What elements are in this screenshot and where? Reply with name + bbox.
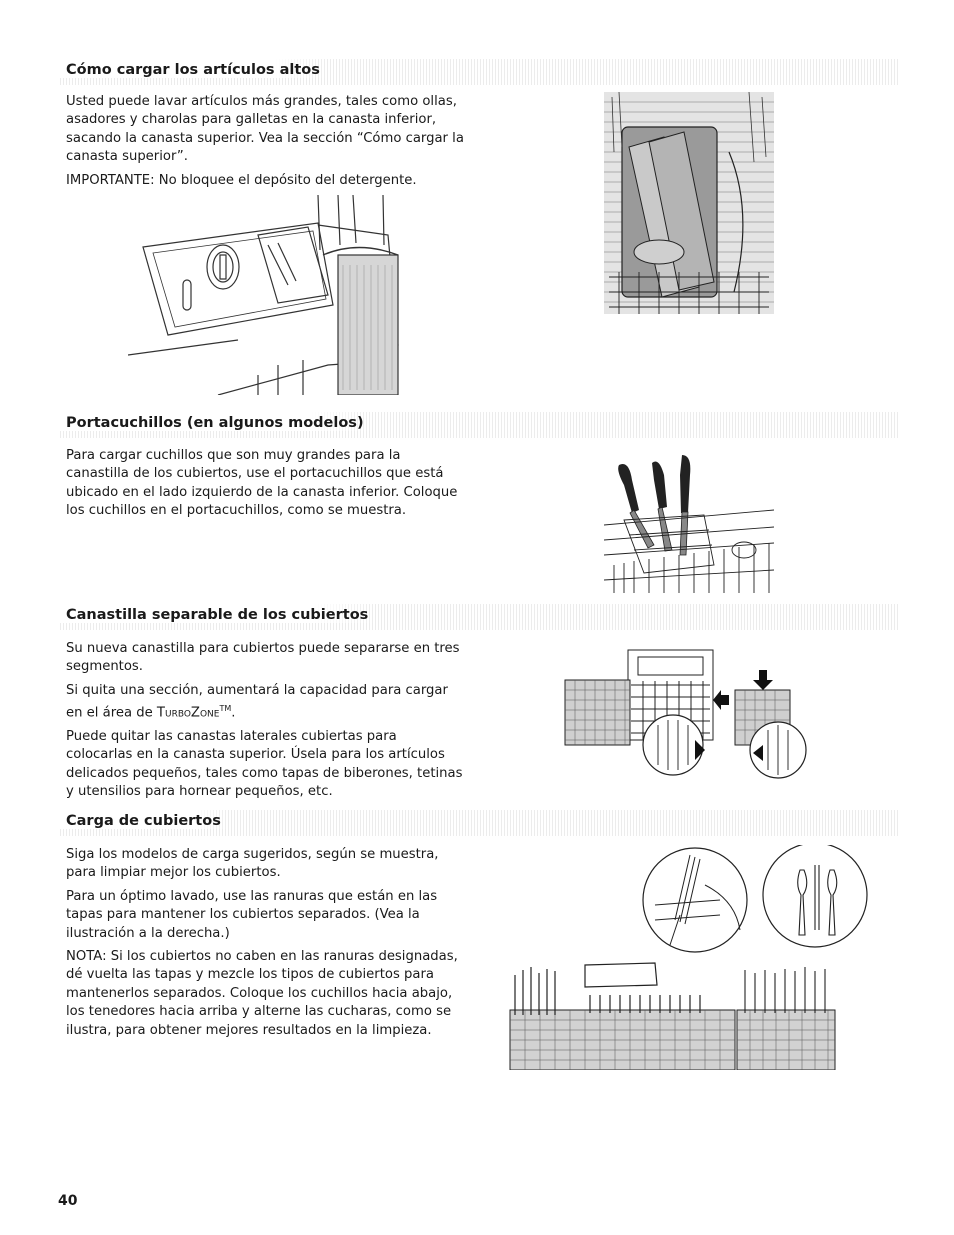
knife-holder-illustration [604, 455, 774, 593]
text-portacuchillos [66, 447, 466, 526]
paragraph-nota: NOTA: Si los cubiertos no caben en las ranuras designadas, dé vuelta las tapas y mezcle los tipos de cubiertos para mantenerlos separados. Coloque los cuchillos hacia abajo, los tenedores hacia arriba y alterne las cucharas, como se ilustra, para obtener mejores resultados en la limpieza. [66, 949, 458, 1038]
paragraph: Usted puede lavar artículos más grandes, tales como ollas, asadores y charolas para galletas en la canasta inferior, sacando la canasta superior. Vea la sección “Cómo cargar la canasta superior”. [66, 94, 464, 165]
separable-basket-illustration [563, 645, 818, 780]
paragraph-importante: IMPORTANTE: No bloquee el depósito del detergente. [66, 172, 417, 188]
text-fragment: Si quita una sección, aumentará la capacidad para cargar en el área de [66, 682, 448, 721]
paragraph: Su nueva canastilla para cubiertos puede separarse en tres segmentos. [66, 641, 460, 675]
heading-articulos-altos: Cómo cargar los artículos altos [60, 59, 328, 78]
text-articulos-altos [66, 93, 466, 195]
section-heading-articulos-altos [60, 59, 900, 85]
paragraph-turbozone [66, 682, 466, 723]
paragraph: Para un óptimo lavado, use las ranuras que están en las tapas para mantener los cubiertos separados. (Vea la ilustración a la derecha.) [66, 888, 438, 941]
heading-carga-cubiertos: Carga de cubiertos [60, 810, 229, 829]
text-fragment: . [231, 705, 236, 721]
figure-silverware-loading [505, 845, 870, 1070]
detergent-dispenser-illustration [128, 195, 403, 395]
figure-detergent-dispenser [128, 195, 403, 395]
paragraph: Para cargar cuchillos que son muy grandes para la canastilla de los cubiertos, use el portacuchillos que está ubicado en el lado izquierdo de la canasta inferior. Coloque los cuchillos en el portacuchillos, como se muestra. [66, 448, 458, 519]
tall-items-illustration [604, 92, 774, 314]
paragraph: Puede quitar las canastas laterales cubiertas para colocarlas en la canasta superior. Úsela para los artículos delicados pequeños, tales como tapas de biberones, tetinas y utensilios para hornear pequeños, etc. [66, 729, 463, 800]
section-heading-canastilla [60, 604, 900, 630]
silverware-loading-illustration [505, 845, 870, 1070]
figure-separable-basket [563, 645, 818, 780]
paragraph: Siga los modelos de carga sugeridos, según se muestra, para limpiar mejor los cubiertos. [66, 847, 439, 881]
section-heading-portacuchillos [60, 412, 900, 438]
section-heading-carga-cubiertos [60, 810, 900, 836]
text-canastilla [66, 640, 466, 807]
text-carga-cubiertos [66, 846, 466, 1045]
brand-turbozone: TurboZone [156, 705, 220, 721]
heading-canastilla: Canastilla separable de los cubiertos [60, 604, 376, 623]
trademark-mark: TM [219, 704, 232, 714]
figure-tall-items-basket [604, 92, 774, 314]
figure-knife-holder [604, 455, 774, 593]
heading-portacuchillos: Portacuchillos (en algunos modelos) [60, 412, 372, 431]
page-number: 40 [58, 1193, 78, 1209]
